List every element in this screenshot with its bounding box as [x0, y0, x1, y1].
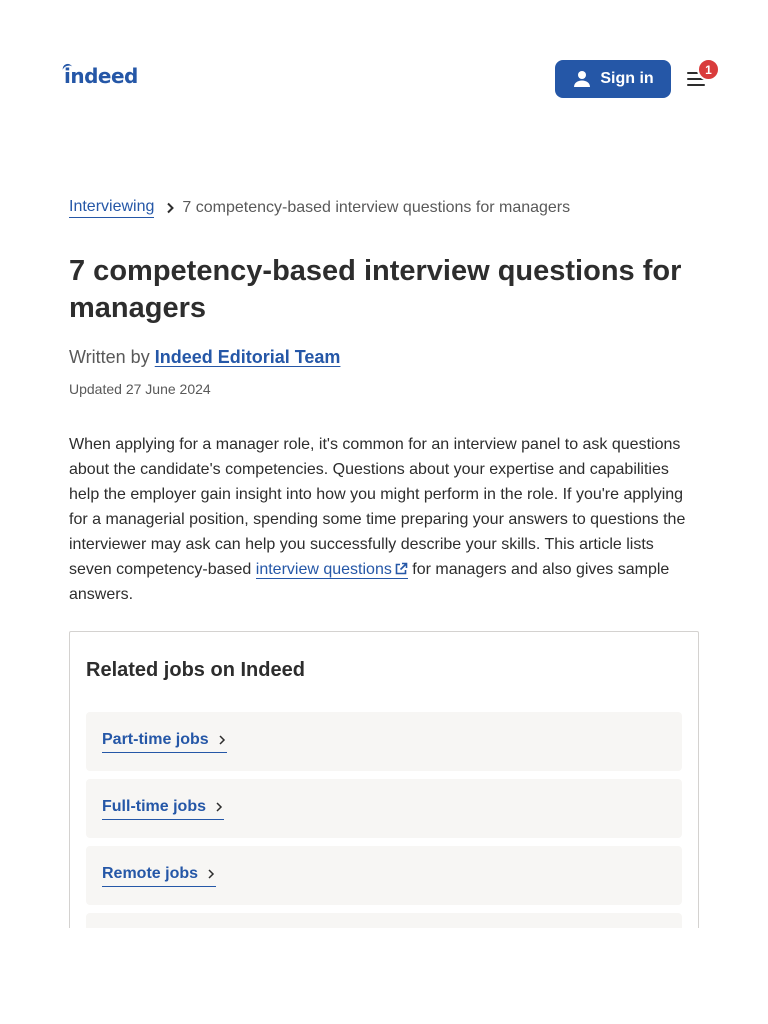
job-link-label: Remote jobs [102, 865, 199, 882]
page-title: 7 competency-based interview questions for managers [69, 255, 682, 324]
chevron-right-icon [206, 869, 216, 879]
breadcrumb [69, 198, 570, 218]
indeed-logo[interactable]: indeed [64, 64, 138, 88]
notification-badge: 1 [697, 58, 720, 81]
chevron-right-icon [164, 202, 176, 214]
job-link-label: Full-time jobs [102, 798, 206, 815]
external-link-icon [394, 562, 408, 576]
byline-prefix: Written by [69, 347, 150, 367]
updated-date: Updated 27 June 2024 [69, 381, 211, 397]
related-job-row [86, 846, 682, 905]
byline [69, 347, 340, 368]
related-job-row [86, 779, 682, 838]
related-jobs-title: Related jobs on Indeed [86, 659, 305, 681]
sign-in-label: Sign in [600, 70, 654, 87]
viewport-bottom-blank [0, 928, 768, 1024]
full-time-jobs-link[interactable] [102, 798, 224, 820]
related-jobs-panel [69, 631, 699, 951]
breadcrumb-current: 7 competency-based interview questions for managers [182, 199, 571, 216]
sign-in-button[interactable] [555, 60, 671, 98]
interview-questions-link[interactable] [256, 561, 408, 579]
part-time-jobs-link[interactable] [102, 731, 227, 753]
chevron-right-icon [217, 735, 227, 745]
author-link[interactable]: Indeed Editorial Team [154, 347, 341, 367]
remote-jobs-link[interactable] [102, 865, 216, 887]
breadcrumb-link-interviewing[interactable]: Interviewing [69, 198, 154, 218]
interview-questions-link-label: interview questions [255, 561, 392, 578]
related-job-row [86, 712, 682, 771]
job-link-label: Part-time jobs [102, 731, 209, 748]
menu-icon-line [687, 84, 705, 86]
intro-text-after: for managers and also gives sample answers. [69, 561, 670, 603]
user-icon [572, 69, 592, 89]
intro-text-before: When applying for a manager role, it's common for an interview panel to ask questions about the candidate's competencies. Questions about your expertise and capabilities help the employer gain insight into how you might perform in the role. If you're applying for a managerial position, spending some time preparing your answers to questions the interviewer may ask can help you successfully describe your skills. This article lists seven competency-based [69, 436, 686, 578]
site-header [0, 0, 768, 160]
chevron-right-icon [214, 802, 224, 812]
intro-paragraph [69, 432, 699, 607]
